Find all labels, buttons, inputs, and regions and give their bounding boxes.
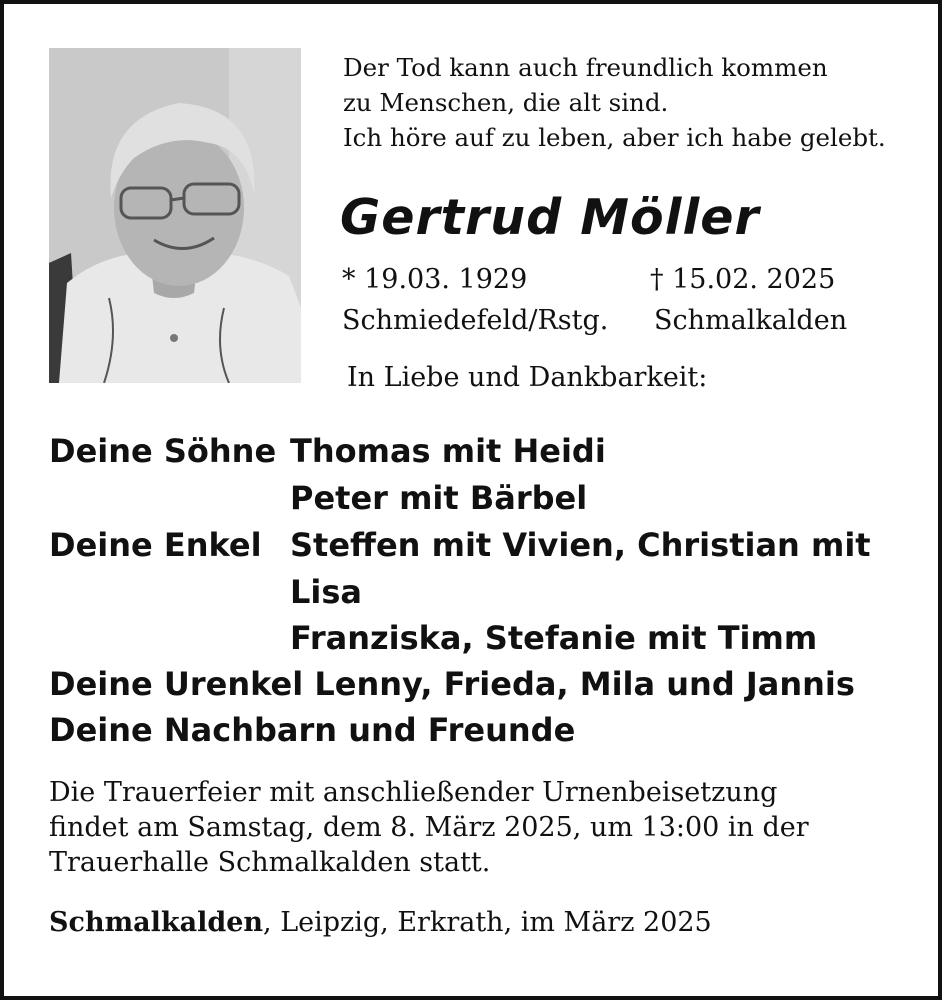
sons-line: Thomas mit Heidi — [290, 432, 606, 470]
sons-label: Deine Söhne — [49, 432, 277, 470]
poem-line: Der Tod kann auch freundlich kommen — [343, 53, 828, 82]
deceased-name: Gertrud Möller — [340, 189, 760, 246]
grandchildren-line: Franziska, Stefanie mit Timm — [290, 619, 818, 657]
grandchildren-line: Steffen mit Vivien, Christian mit — [290, 526, 871, 564]
sons-line: Peter mit Bärbel — [290, 479, 588, 517]
neighbours-line: Deine Nachbarn und Freunde — [49, 711, 576, 749]
birth-date: * 19.03. 1929 — [342, 264, 528, 295]
closing-rest: , Leipzig, Erkrath, im März 2025 — [263, 907, 712, 938]
portrait-illustration — [49, 48, 301, 383]
poem — [343, 50, 886, 155]
poem-line: Ich höre auf zu leben, aber ich habe gelebt. — [343, 123, 886, 152]
death-date: † 15.02. 2025 — [650, 264, 836, 295]
ceremony-line: Trauerhalle Schmalkalden statt. — [49, 847, 491, 878]
grandchildren-label: Deine Enkel — [49, 526, 262, 564]
closing-place: Schmalkalden — [49, 907, 264, 938]
ceremony-notice — [49, 775, 809, 880]
thanks-line: In Liebe und Dankbarkeit: — [347, 362, 708, 393]
death-place: Schmalkalden — [654, 305, 848, 336]
ceremony-line: Die Trauerfeier mit anschließender Urnenbeisetzung — [49, 777, 778, 808]
ceremony-line: findet am Samstag, dem 8. März 2025, um 13:00 in der — [49, 812, 809, 843]
grandchildren-line: Lisa — [290, 573, 362, 611]
poem-line: zu Menschen, die alt sind. — [343, 88, 669, 117]
birth-place: Schmiedefeld/Rstg. — [342, 305, 609, 336]
portrait-photo — [49, 48, 301, 383]
closing-line — [49, 907, 712, 938]
great-grandchildren-line: Deine Urenkel Lenny, Frieda, Mila und Jannis — [49, 665, 855, 703]
